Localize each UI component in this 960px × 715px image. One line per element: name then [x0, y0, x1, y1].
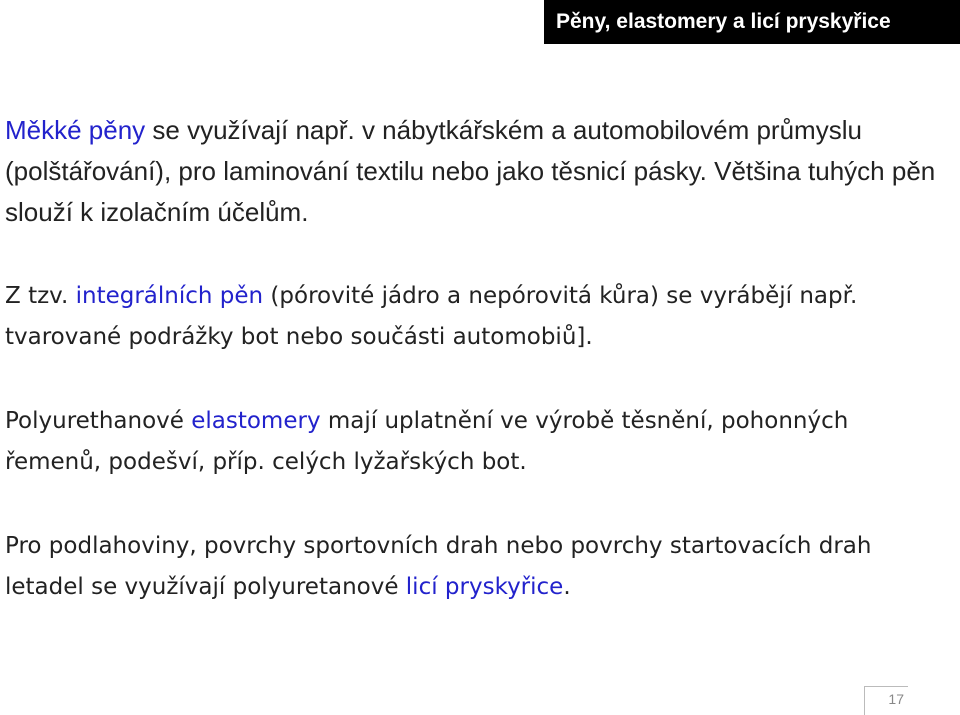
paragraph-soft-foams — [5, 110, 945, 233]
slide-content — [5, 110, 945, 651]
page-number: 17 — [864, 686, 908, 715]
paragraph-casting-resins — [5, 526, 945, 608]
paragraph-elastomers — [5, 401, 945, 483]
slide-title: Pěny, elastomery a licí pryskyřice — [544, 0, 960, 44]
paragraph-text: se využívají např. v nábytkářském a automobilovém průmyslu (polštářování), pro laminování textilu nebo jako těsnicí pásky. Většina tuhých pěn slouží k izolačním účelům. — [5, 115, 936, 227]
paragraph-integral-foams — [5, 276, 945, 358]
highlight-soft-foams: Měkké pěny — [5, 115, 146, 145]
paragraph-text: (pórovité jádro a nepórovitá kůra) se vyrábějí např. tvarované podrážky bot nebo součásti automobiů]. — [5, 283, 858, 350]
paragraph-text: mají uplatnění ve výrobě těsnění, pohonných řemenů, podešví, příp. celých lyžařských bot. — [5, 408, 849, 475]
paragraph-prefix: Polyurethanové — [5, 408, 192, 434]
paragraph-prefix: Z tzv. — [5, 283, 76, 309]
paragraph-suffix: . — [563, 574, 571, 600]
highlight-integral-foams: integrálních pěn — [75, 283, 264, 309]
highlight-elastomers: elastomery — [191, 408, 321, 434]
highlight-casting-resins: licí pryskyřice — [405, 574, 564, 600]
paragraph-prefix: Pro podlahoviny, povrchy sportovních drah nebo povrchy startovacích drah letadel se využívají polyuretanové — [5, 533, 872, 600]
